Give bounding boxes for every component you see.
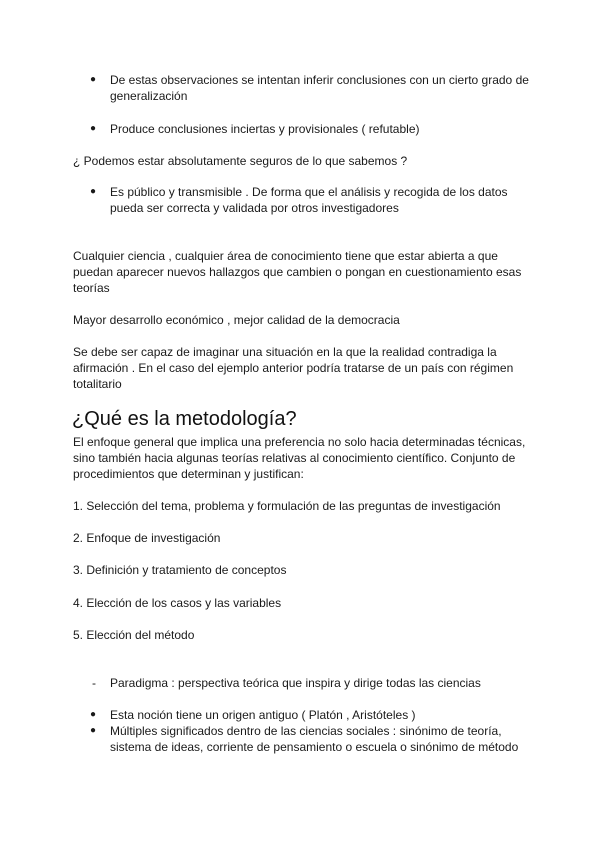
paragraph-imagine: Se debe ser capaz de imaginar una situación en la que la realidad contradiga la afirmación . En el caso del ejemplo anterior podría tratarse de un país con régimen totalitario	[73, 345, 514, 391]
paragraph-open-science: Cualquier ciencia , cualquier área de conocimiento tiene que estar abierta a que puedan aparecer nuevos hallazgos que cambien o pongan en cuestionamiento esas teorías	[73, 249, 522, 295]
bullet-meanings: Múltiples significados dentro de las ciencias sociales : sinónimo de teoría, sistema de ideas, corriente de pensamiento o escuela o sinónimo de método	[110, 724, 519, 754]
bullet-inference: De estas observaciones se intentan inferir conclusiones con un cierto grado de generalización	[110, 73, 529, 103]
step-item: 4. Elección de los casos y las variables	[73, 596, 282, 610]
question-paragraph: ¿ Podemos estar absolutamente seguros de lo que sabemos ?	[73, 154, 408, 168]
definition-paragraph: El enfoque general que implica una preferencia no solo hacia determinadas técnicas, sino también hacia algunas teorías relativas al conocimiento científico. Conjunto de procedimientos que determinan y justifican:	[73, 435, 526, 481]
bullet-marker: ●	[90, 123, 97, 134]
bullet-marker: ●	[90, 709, 97, 720]
step-item: 2. Enfoque de investigación	[73, 531, 221, 545]
dash-marker: -	[92, 676, 96, 690]
bullet-public: Es público y transmisible . De forma que el análisis y recogida de los datos pueda ser correcta y validada por otros investigadores	[110, 185, 508, 215]
step-item: 5. Elección del método	[73, 628, 195, 642]
bullet-marker: ●	[90, 74, 97, 85]
paragraph-economy: Mayor desarrollo económico , mejor calidad de la democracia	[73, 313, 400, 327]
bullet-marker: ●	[90, 186, 97, 197]
bullet-marker: ●	[90, 725, 97, 736]
section-heading: ¿Qué es la metodología?	[72, 408, 297, 430]
step-item: 1. Selección del tema, problema y formulación de las preguntas de investigación	[73, 499, 501, 513]
paradigm-item: Paradigma : perspectiva teórica que inspira y dirige todas las ciencias	[110, 676, 481, 690]
bullet-origin: Esta noción tiene un origen antiguo ( Platón , Aristóteles )	[110, 708, 416, 722]
step-item: 3. Definición y tratamiento de conceptos	[73, 563, 287, 577]
bullet-conclusions: Produce conclusiones inciertas y provisionales ( refutable)	[110, 122, 420, 136]
